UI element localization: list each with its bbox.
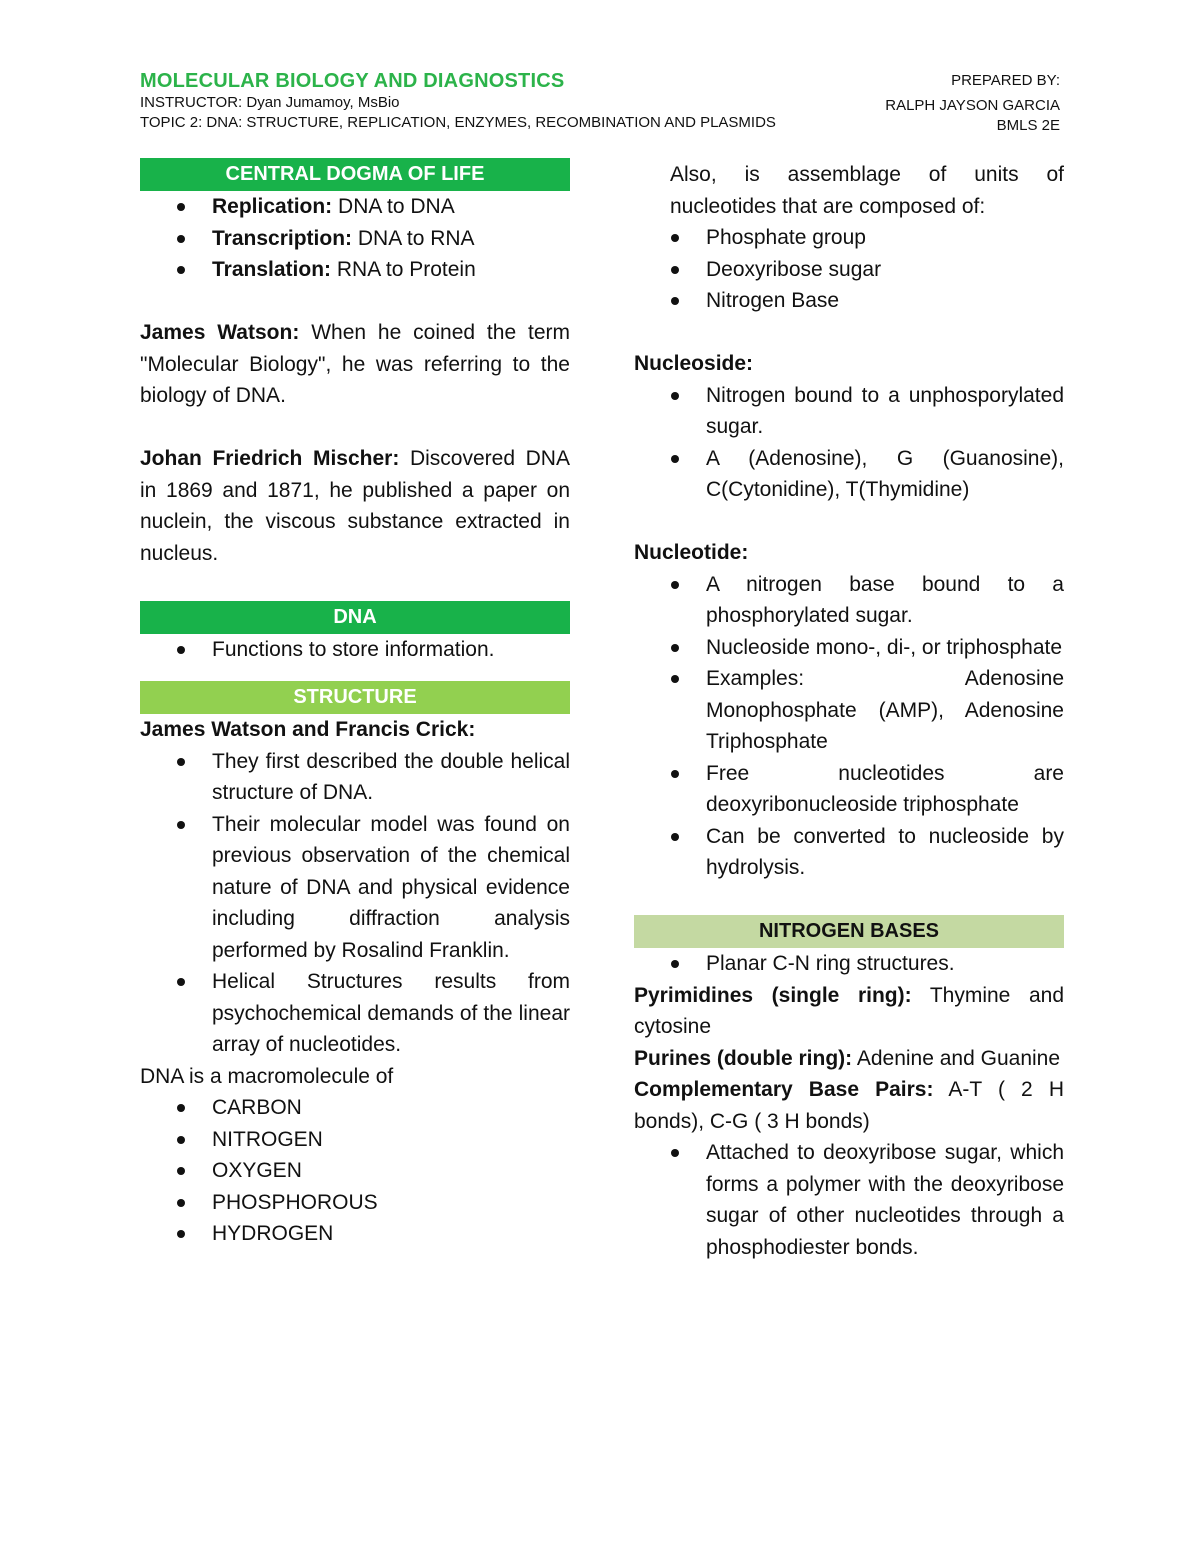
prepared-by-label: PREPARED BY:	[951, 72, 1060, 89]
term: James Watson:	[140, 321, 300, 344]
nucleoside-heading	[634, 348, 1064, 380]
list-item: Helical Structures results from psychochemical demands of the linear array of nucleotides.	[140, 966, 570, 1061]
list-item: Nitrogen bound to a unphosporylated sugar.	[634, 380, 1064, 443]
pyrimidines-paragraph	[634, 980, 1064, 1043]
list-item: Phosphate group	[634, 222, 1064, 254]
macromolecule-text: DNA is a macromolecule of	[140, 1064, 394, 1088]
list-item	[140, 223, 570, 255]
term: Pyrimidines (single ring):	[634, 983, 912, 1007]
list-item: Nitrogen Base	[634, 285, 1064, 317]
list-item: Free nucleotides are deoxyribonucleoside triphosphate	[634, 758, 1064, 821]
instructor-label: INSTRUCTOR:	[140, 94, 243, 111]
list-item: Nucleoside mono-, di-, or triphosphate	[634, 632, 1064, 664]
term: Translation:	[212, 258, 332, 281]
list-item: Deoxyribose sugar	[634, 254, 1064, 286]
term: Transcription:	[212, 226, 353, 250]
definition: When he coined the term "Molecular Biology", he was referring to the biology of DNA.	[140, 321, 570, 407]
term: Johan Friedrich Mischer:	[140, 447, 400, 470]
left-column	[140, 158, 570, 1250]
list-item: Attached to deoxyribose sugar, which forms a polymer with the deoxyribose sugar of other nucleotides through a phosphodiester bonds.	[634, 1137, 1064, 1263]
central-dogma-list	[140, 191, 570, 286]
term: Replication:	[212, 195, 333, 218]
term: James Watson and Francis Crick:	[140, 718, 476, 741]
mischer-paragraph	[140, 443, 570, 569]
base-pairs-paragraph	[634, 1074, 1064, 1137]
elements-list	[140, 1092, 570, 1250]
list-item: A (Adenosine), G (Guanosine), C(Cytonidine), T(Thymidine)	[634, 443, 1064, 506]
list-item: HYDROGEN	[140, 1218, 570, 1250]
nitrogen-bases-list	[634, 948, 1064, 980]
nucleotide-list	[634, 569, 1064, 884]
dna-list	[140, 634, 570, 666]
base-pairs-list	[634, 1137, 1064, 1263]
definition: A-T ( 2 H bonds), C-G ( 3 H bonds)	[634, 1078, 1065, 1133]
list-item: A nitrogen base bound to a phosphorylated sugar.	[634, 569, 1064, 632]
term: Nucleoside:	[634, 352, 754, 375]
list-item: Functions to store information.	[140, 634, 570, 666]
list-item	[140, 254, 570, 286]
list-item: CARBON	[140, 1092, 570, 1124]
term: Complementary Base Pairs:	[634, 1078, 934, 1101]
purines-paragraph	[634, 1043, 1064, 1075]
list-item: Can be converted to nucleoside by hydrolysis.	[634, 821, 1064, 884]
list-item: PHOSPHOROUS	[140, 1187, 570, 1219]
list-item: Their molecular model was found on previous observation of the chemical nature of DNA and physical evidence including diffraction analysis performed by Rosalind Franklin.	[140, 809, 570, 967]
definition: RNA to Protein	[331, 258, 476, 281]
list-item: OXYGEN	[140, 1155, 570, 1187]
right-column	[634, 159, 1064, 1263]
structure-subheading	[140, 714, 570, 746]
author-name: RALPH JAYSON GARCIA	[885, 97, 1060, 114]
page-header	[140, 70, 1060, 133]
list-item: Examples: Adenosine Monophosphate (AMP), Adenosine Triphosphate	[634, 663, 1064, 758]
section-label: BMLS 2E	[996, 117, 1060, 134]
structure-heading: STRUCTURE	[140, 681, 570, 714]
instructor-name: Dyan Jumamoy, MsBio	[246, 94, 400, 111]
term: Nucleotide:	[634, 541, 749, 564]
definition: Discovered DNA in 1869 and 1871, he published a paper on nuclein, the viscous substance extracted in nucleus.	[140, 447, 570, 565]
term: Purines (double ring):	[634, 1046, 853, 1070]
watson-paragraph	[140, 317, 570, 412]
definition: DNA to DNA	[332, 195, 455, 218]
assemblage-list	[634, 222, 1064, 317]
central-dogma-heading: CENTRAL DOGMA OF LIFE	[140, 158, 570, 191]
nucleotide-heading	[634, 537, 1064, 569]
assemblage-text: Also, is assemblage of units of nucleotides that are composed of:	[670, 163, 1064, 218]
definition: DNA to RNA	[352, 226, 475, 250]
nitrogen-bases-heading: NITROGEN BASES	[634, 915, 1064, 948]
nucleoside-list	[634, 380, 1064, 506]
list-item: Planar C-N ring structures.	[634, 948, 1064, 980]
list-item: They first described the double helical structure of DNA.	[140, 746, 570, 809]
list-item	[140, 191, 570, 223]
course-title: MOLECULAR BIOLOGY AND DIAGNOSTICS	[140, 70, 565, 92]
definition: Thymine and cytosine	[634, 983, 1064, 1038]
structure-list	[140, 746, 570, 1061]
dna-heading: DNA	[140, 601, 570, 634]
list-item: NITROGEN	[140, 1124, 570, 1156]
definition: Adenine and Guanine	[852, 1046, 1061, 1070]
topic-line: TOPIC 2: DNA: STRUCTURE, REPLICATION, ENZYMES, RECOMBINATION AND PLASMIDS	[140, 114, 776, 131]
